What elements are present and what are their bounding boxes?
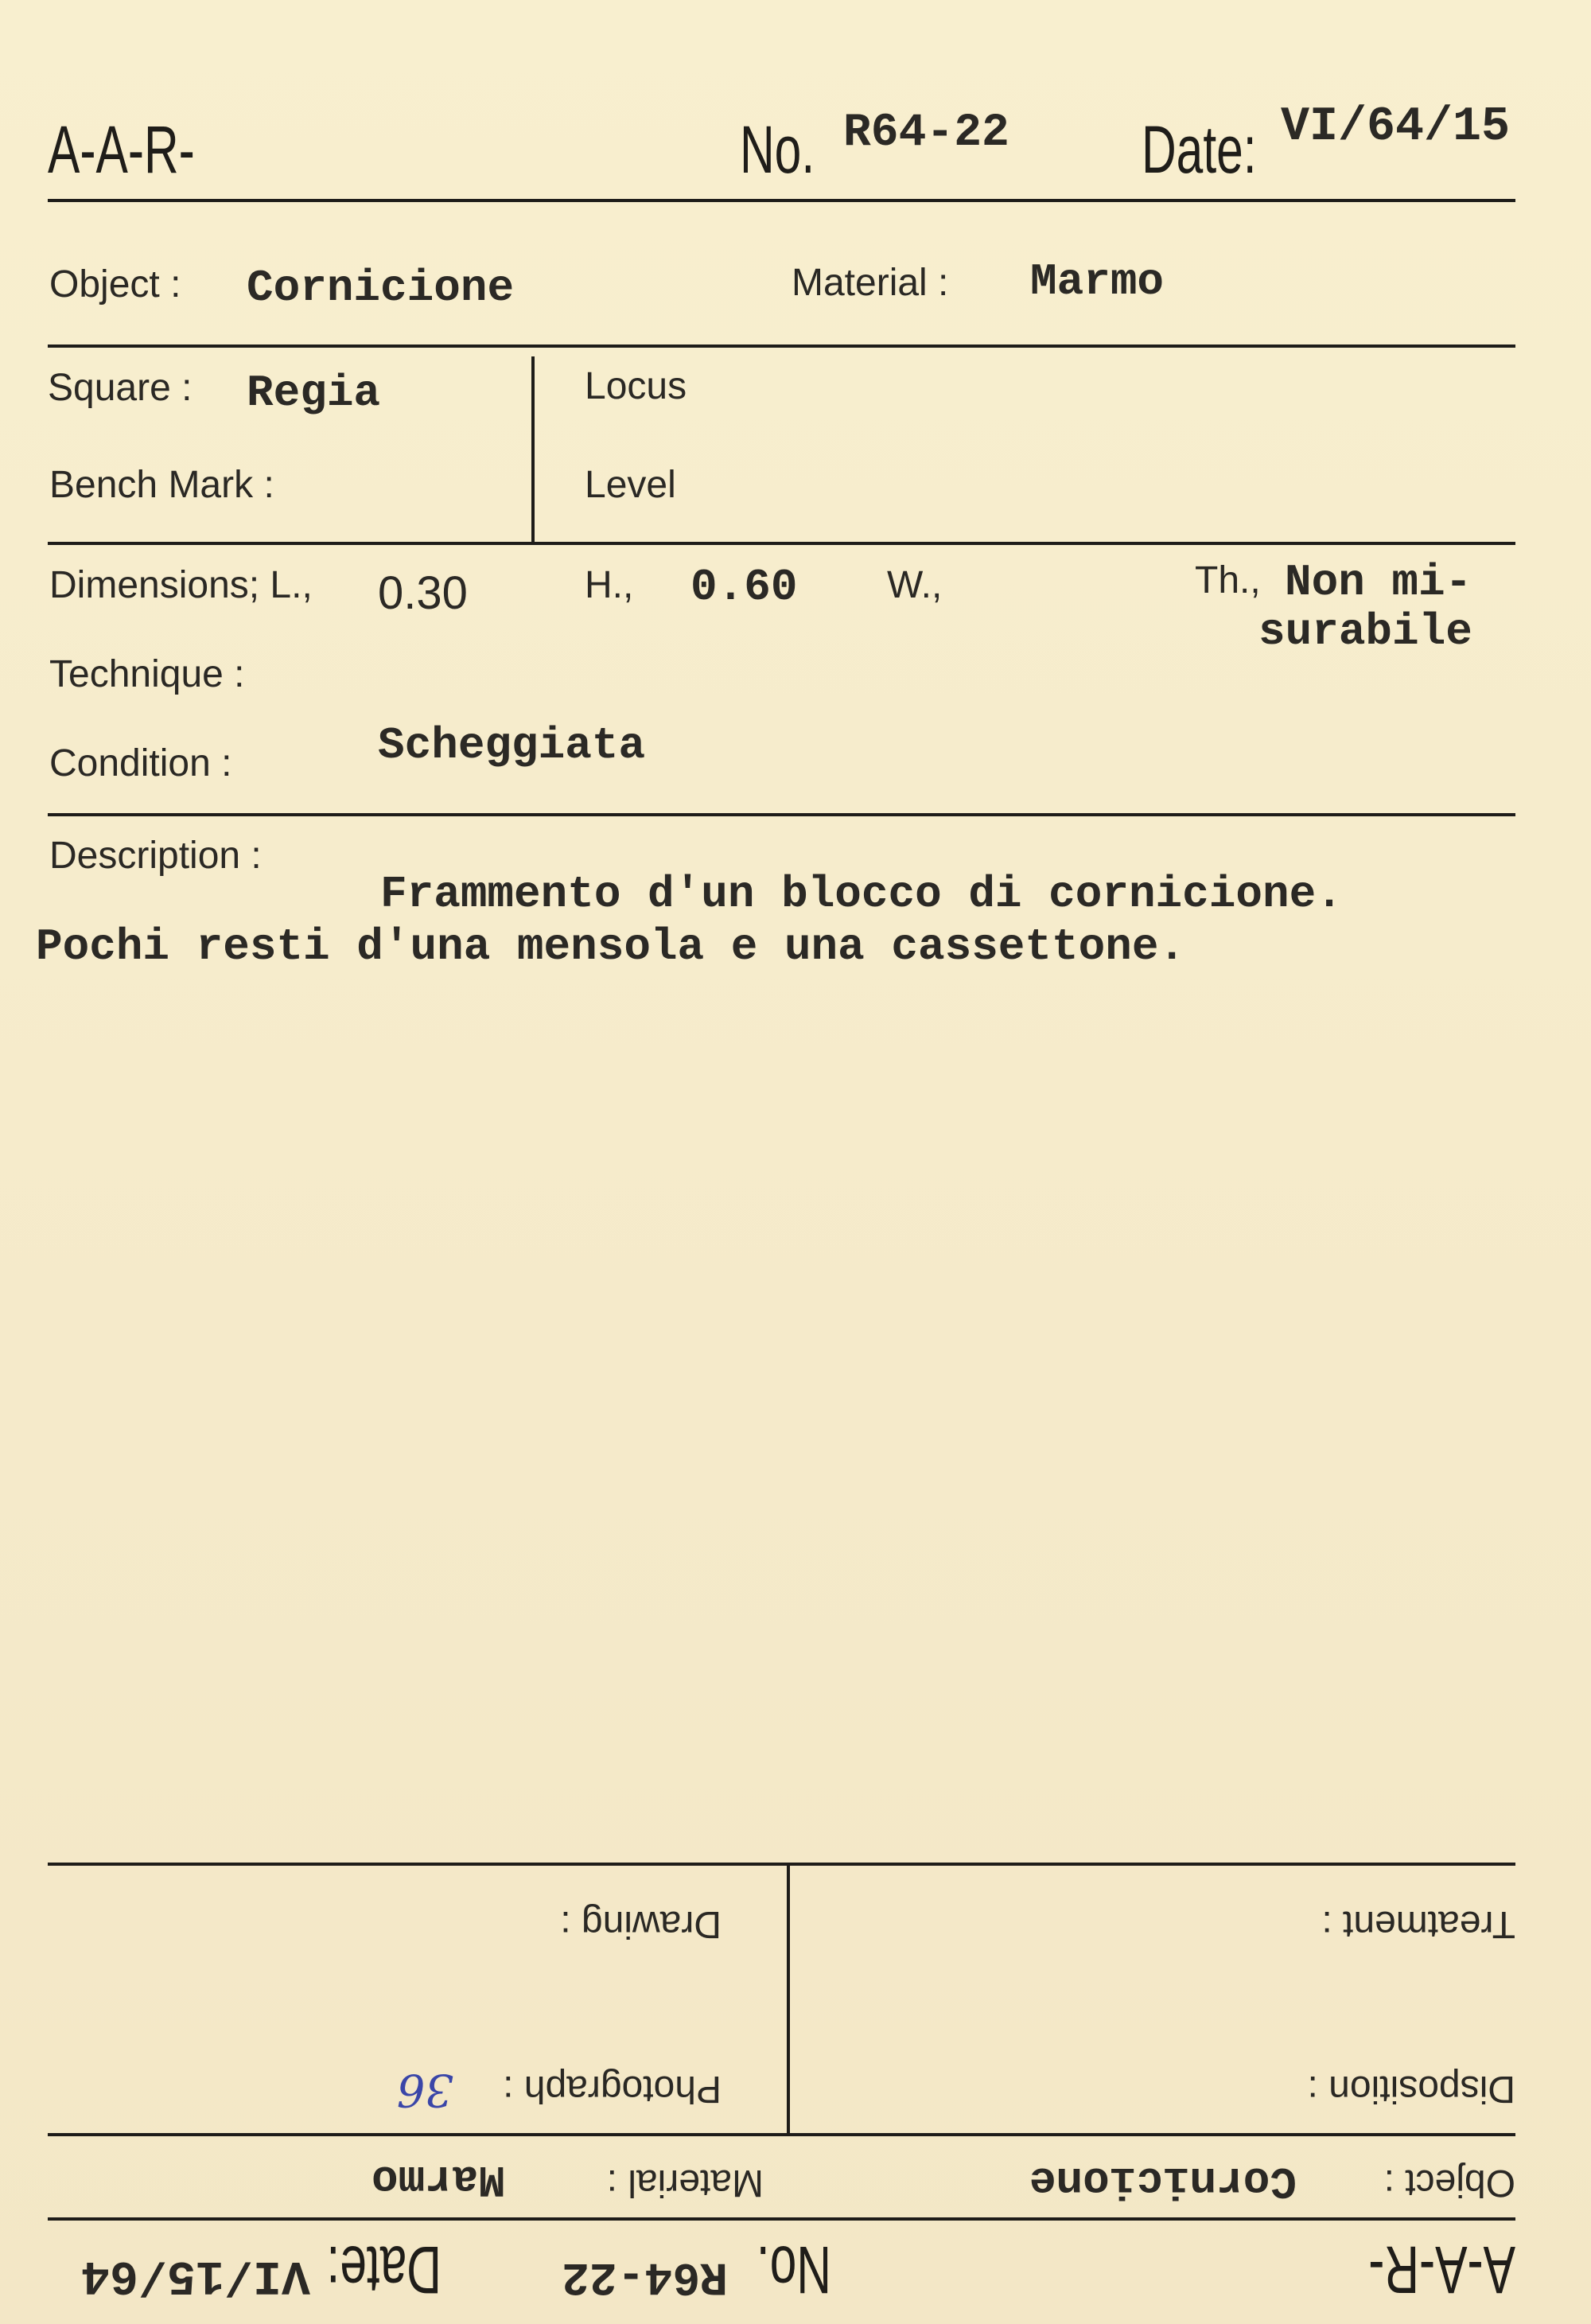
divider bbox=[48, 813, 1515, 816]
inverted-footer bbox=[0, 1703, 1591, 2324]
bottom-material-value: Marmo bbox=[371, 2154, 505, 2205]
date-value: VI/64/15 bbox=[1281, 100, 1511, 154]
description-line1: Frammento d'un blocco di cornicione. bbox=[380, 869, 1343, 920]
width-label: W., bbox=[887, 564, 943, 606]
divider bbox=[48, 1863, 1515, 1866]
bottom-number-value: R64-22 bbox=[562, 2250, 728, 2302]
technique-label: Technique : bbox=[49, 653, 245, 695]
thickness-value-line2: surabile bbox=[1258, 606, 1472, 657]
vertical-divider bbox=[531, 356, 535, 542]
drawing-label: Drawing : bbox=[560, 1903, 722, 1945]
description-line2: Pochi resti d'una mensola e una cassettone. bbox=[36, 921, 1186, 972]
bench-mark-label: Bench Mark : bbox=[49, 464, 274, 506]
date-label: Date: bbox=[1142, 112, 1257, 187]
bottom-object-value: Cornicione bbox=[1029, 2155, 1297, 2206]
bottom-date-label: Date: bbox=[326, 2233, 442, 2307]
divider bbox=[48, 2217, 1515, 2221]
photograph-label: Photograph : bbox=[503, 2068, 722, 2110]
number-value: R64-22 bbox=[843, 107, 1009, 159]
vertical-divider bbox=[787, 1866, 790, 2136]
dimensions-label: Dimensions; L., bbox=[49, 564, 313, 606]
condition-value: Scheggiata bbox=[378, 720, 646, 771]
number-label: No. bbox=[740, 112, 815, 187]
bottom-material-label: Material : bbox=[606, 2162, 764, 2204]
divider bbox=[48, 542, 1515, 545]
divider bbox=[48, 199, 1515, 202]
photograph-value: 36 bbox=[396, 2064, 453, 2116]
height-value: 0.60 bbox=[690, 562, 798, 613]
bottom-number-label: No. bbox=[756, 2233, 831, 2307]
material-label: Material : bbox=[792, 262, 949, 304]
square-value: Regia bbox=[247, 368, 381, 418]
divider bbox=[48, 2133, 1515, 2136]
divider bbox=[48, 345, 1515, 348]
org-code: A-A-R- bbox=[48, 112, 195, 187]
length-value: 0.30 bbox=[378, 567, 468, 619]
bottom-object-label: Object : bbox=[1383, 2162, 1515, 2204]
object-label: Object : bbox=[49, 263, 181, 306]
object-value: Cornicione bbox=[247, 263, 515, 313]
locus-label: Locus bbox=[585, 365, 687, 407]
disposition-label: Disposition : bbox=[1307, 2068, 1515, 2110]
square-label: Square : bbox=[48, 367, 193, 409]
thickness-label: Th., bbox=[1195, 559, 1261, 601]
description-label: Description : bbox=[49, 835, 262, 877]
bottom-org-code: A-A-R- bbox=[1368, 2233, 1515, 2307]
thickness-value-line1: Non mi- bbox=[1285, 557, 1472, 608]
height-label: H., bbox=[585, 564, 634, 606]
treatment-label: Treatment : bbox=[1321, 1903, 1515, 1945]
bottom-date-value: VI/15/64 bbox=[80, 2248, 310, 2302]
material-value: Marmo bbox=[1030, 256, 1165, 307]
level-label: Level bbox=[585, 464, 676, 506]
condition-label: Condition : bbox=[49, 742, 232, 784]
